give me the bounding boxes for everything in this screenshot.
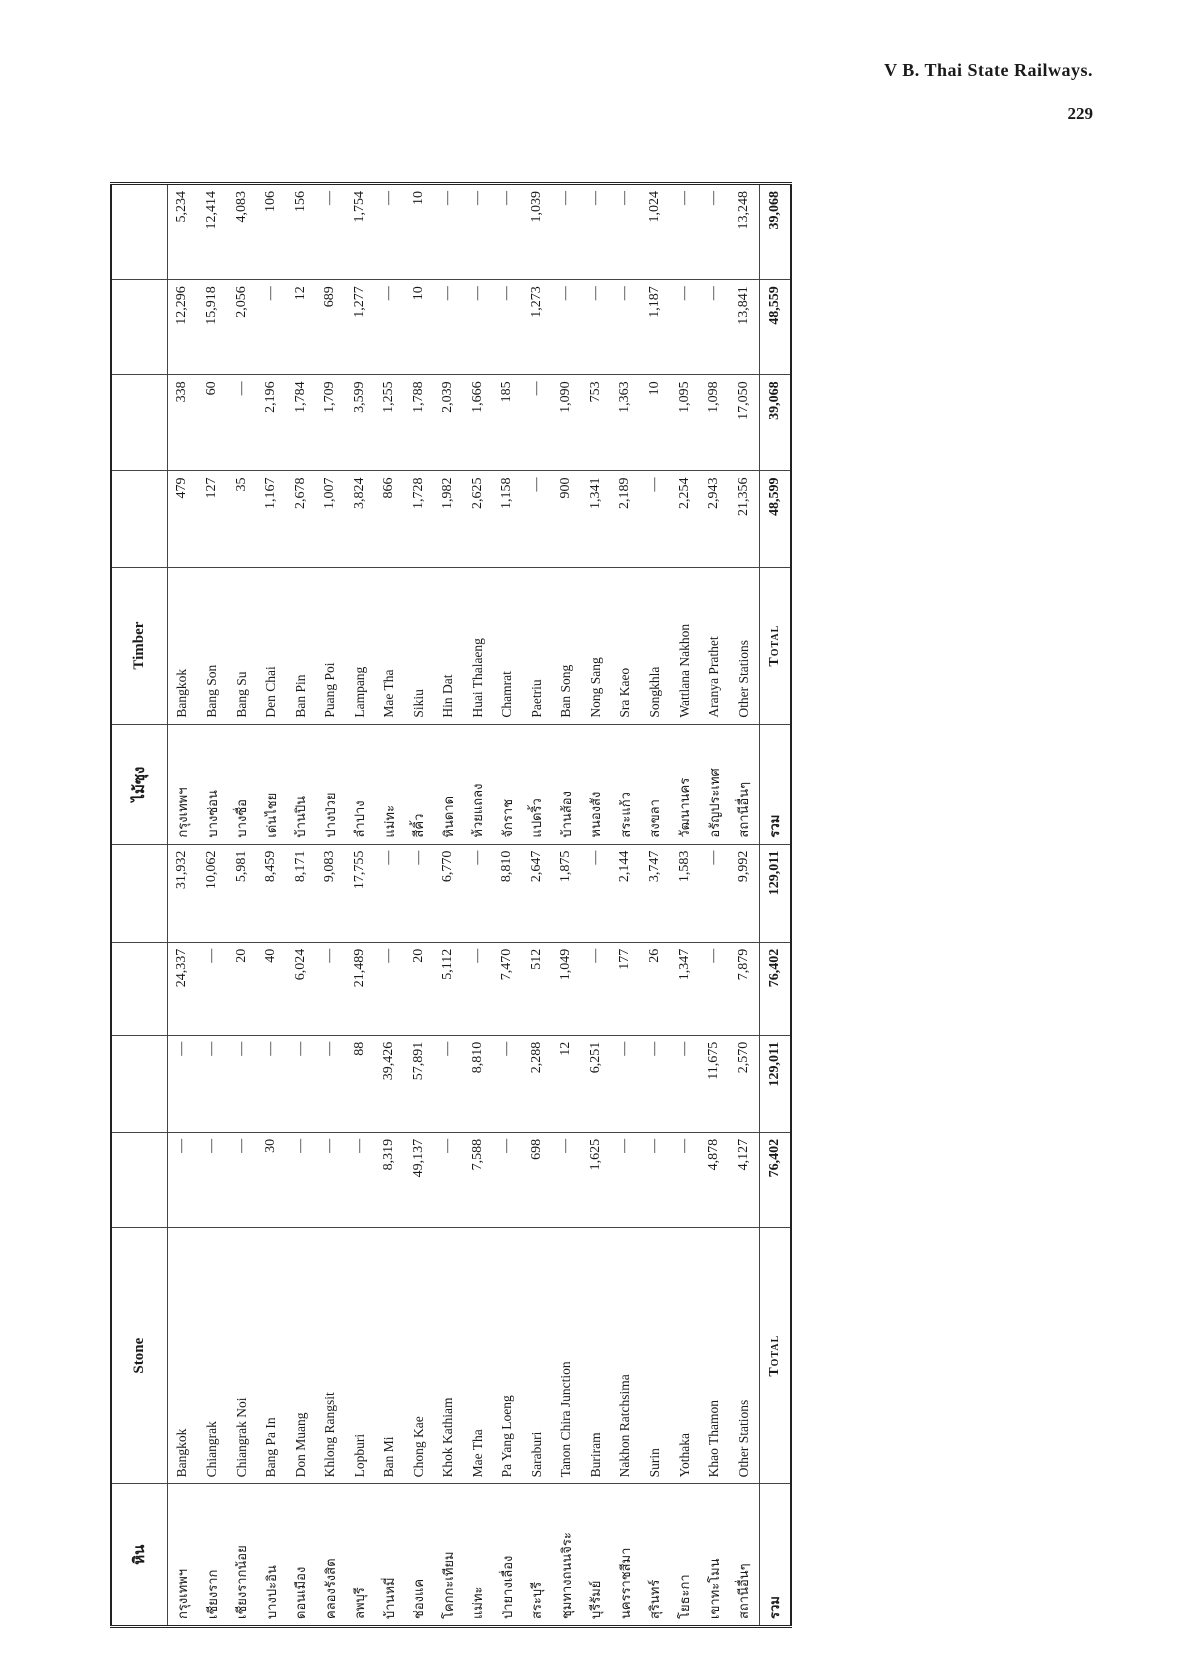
stone-value: 21,489 [345,942,375,1035]
rotated-table-container [110,182,792,1628]
timber-value: — [581,280,611,375]
stone-value: — [640,1035,670,1132]
timber-heading: Timber [111,567,167,724]
table-row [434,184,464,1627]
stone-value: — [699,942,729,1035]
stone-value: 1,049 [552,942,582,1035]
timber-value: 3,599 [345,375,375,471]
timber-value: 106 [263,191,279,212]
timber-value: — [440,191,456,205]
timber-station: Lampang [345,567,375,724]
timber-value: 1,187 [640,280,670,375]
stone-value: — [581,942,611,1035]
total-row [759,184,791,1627]
stone-value: 2,144 [611,844,641,942]
stone-value: 31,932 [167,844,197,942]
timber-station: Nong Sang [581,567,611,724]
timber-value: 10 [410,191,426,205]
timber-value: 35 [227,471,257,567]
timber-station: Bang Son [197,567,227,724]
timber-thai-station: บ้านส้อง [552,724,582,844]
table-row [699,184,729,1627]
stone-value: — [286,1132,316,1227]
stone-value: 4,878 [699,1132,729,1227]
stone-thai-station: สุรินทร์ [640,1484,670,1627]
timber-value: 10 [404,280,434,375]
timber-value: 5,234 [174,191,190,223]
timber-station: Ban Pin [286,567,316,724]
timber-thai-station: สงขลา [640,724,670,844]
timber-value: 4,083 [233,191,249,223]
stone-value: — [197,1132,227,1227]
timber-thai-station: จักราช [493,724,523,844]
stone-value: 6,251 [581,1035,611,1132]
stone-thai-station: เชียงรากน้อย [227,1484,257,1627]
timber-value: 1,167 [256,471,286,567]
timber-station: Den Chai [256,567,286,724]
timber-value: 2,196 [256,375,286,471]
timber-value: 127 [197,471,227,567]
stone-value: 49,137 [404,1132,434,1227]
timber-value: 60 [197,375,227,471]
stone-value: 26 [640,942,670,1035]
timber-value: — [587,191,603,205]
stone-value: 11,675 [699,1035,729,1132]
timber-thai-station: ลำปาง [345,724,375,844]
stone-value: 39,426 [374,1035,404,1132]
stone-thai-station: ป่ายางเลื่อง [493,1484,523,1627]
timber-value: 12,414 [204,191,220,230]
stone-value: — [345,1132,375,1227]
stone-station: Mae Tha [463,1228,493,1484]
stone-value: 177 [611,942,641,1035]
timber-station: Aranya Prathet [699,567,729,724]
timber-value: — [558,191,574,205]
timber-value: 17,050 [729,375,759,471]
timber-value: 3,824 [345,471,375,567]
stone-value: 76,402 [759,1132,791,1227]
stone-value: 24,337 [167,942,197,1035]
stone-value: 3,747 [640,844,670,942]
timber-thai-station: หินดาด [434,724,464,844]
stone-value: 698 [522,1132,552,1227]
stone-value: 6,770 [434,844,464,942]
table-row [256,184,286,1627]
stone-value: 2,570 [729,1035,759,1132]
timber-value: 13,841 [729,280,759,375]
stone-value: — [670,1132,700,1227]
stone-value: 1,583 [670,844,700,942]
timber-value: 2,189 [611,471,641,567]
timber-station: Sra Kaeo [611,567,641,724]
stone-value: — [167,1132,197,1227]
table-row [611,184,641,1627]
stone-value: 30 [256,1132,286,1227]
timber-value: 2,056 [227,280,257,375]
timber-value: 15,918 [197,280,227,375]
timber-value: — [322,191,338,205]
stone-thai-station: ชุมทางถนนจิระ [552,1484,582,1627]
stone-value: 17,755 [345,844,375,942]
stone-thai-station: ลพบุรี [345,1484,375,1627]
table-row [197,184,227,1627]
stone-value: 8,319 [374,1132,404,1227]
stone-thai-station: บางปะอิน [256,1484,286,1627]
timber-value: 1,039 [528,191,544,223]
stone-value: 8,171 [286,844,316,942]
timber-value: 156 [292,191,308,212]
stone-value: — [670,1035,700,1132]
stone-value: — [581,844,611,942]
stone-thai-station: แม่ทะ [463,1484,493,1627]
timber-value: 1,982 [434,471,464,567]
stone-value: — [197,1035,227,1132]
timber-value: 1,341 [581,471,611,567]
timber-thai-station: สถานีอื่นๆ [729,724,759,844]
timber-value: 1,090 [552,375,582,471]
timber-thai-station: ปางป่วย [315,724,345,844]
stone-value: 8,459 [256,844,286,942]
stone-station: Buriram [581,1228,611,1484]
timber-station: Ban Song [552,567,582,724]
timber-value: 2,943 [699,471,729,567]
timber-thai-station: หนองสัง [581,724,611,844]
stone-value: 1,625 [581,1132,611,1227]
stone-value: 20 [227,942,257,1035]
stone-thai-station: โคกกะเทียม [434,1484,464,1627]
stone-station: Chong Kae [404,1228,434,1484]
stone-value: 129,011 [759,1035,791,1132]
timber-station: Sikiu [404,567,434,724]
stone-value: 8,810 [493,844,523,942]
stone-thai-station: บุรีรัมย์ [581,1484,611,1627]
timber-value: 479 [167,471,197,567]
stone-station: Khao Thamon [699,1228,729,1484]
stone-station: Chiangrak Noi [227,1228,257,1484]
stone-value: 2,647 [522,844,552,942]
stone-station: Ban Mi [374,1228,404,1484]
stone-thai-station: เชียงราก [197,1484,227,1627]
table-row [640,184,670,1627]
stone-thai-station: ดอนเมือง [286,1484,316,1627]
timber-station: Other Stations [729,567,759,724]
timber-value: — [617,191,633,205]
stone-value: — [463,844,493,942]
timber-value: 1,784 [286,375,316,471]
table-row [404,184,434,1627]
timber-value: — [670,280,700,375]
running-header: V B. Thai State Railways. [884,60,1093,80]
timber-value: 1,007 [315,471,345,567]
timber-value: 1,095 [670,375,700,471]
stone-thai-station: บ้านหมี่ [374,1484,404,1627]
timber-value: 2,678 [286,471,316,567]
table-row [286,184,316,1627]
table-row [670,184,700,1627]
stone-value: 9,083 [315,844,345,942]
stone-value: — [197,942,227,1035]
timber-value: 1,754 [351,191,367,223]
timber-value: 1,255 [374,375,404,471]
timber-value: — [706,191,722,205]
stone-value: — [315,942,345,1035]
stone-value: 76,402 [759,942,791,1035]
stone-value: 1,347 [670,942,700,1035]
stone-station: Khlong Rangsit [315,1228,345,1484]
timber-value: — [499,191,515,205]
stone-station: Yothaka [670,1228,700,1484]
stone-station: Chiangrak [197,1228,227,1484]
timber-value: — [463,280,493,375]
timber-value: 1,098 [699,375,729,471]
timber-value: — [374,280,404,375]
stone-value: — [167,1035,197,1132]
stone-value: — [404,844,434,942]
stone-value: — [552,1132,582,1227]
timber-value: 866 [374,471,404,567]
stone-value: — [699,844,729,942]
timber-station: Wattlana Nakhon [670,567,700,724]
stone-value: 129,011 [759,844,791,942]
table-row [345,184,375,1627]
timber-thai-heading: ไม้ซุง [111,724,167,844]
table-row [315,184,345,1627]
stone-value: 88 [345,1035,375,1132]
timber-value: — [676,191,692,205]
stone-value: 6,024 [286,942,316,1035]
stone-station: Bang Pa In [256,1228,286,1484]
table-row [227,184,257,1627]
timber-station: Puang Poi [315,567,345,724]
timber-value: — [227,375,257,471]
stone-value: 1,875 [552,844,582,942]
stone-value: — [640,1132,670,1227]
stone-value: 512 [522,942,552,1035]
stone-value: 40 [256,942,286,1035]
stone-station: Surin [640,1228,670,1484]
timber-thai-station: ห้วยแถลง [463,724,493,844]
stone-station: Pa Yang Loeng [493,1228,523,1484]
timber-station: Huai Thalaeng [463,567,493,724]
stone-value: — [434,1035,464,1132]
table-row [167,184,197,1627]
stone-value: 5,981 [227,844,257,942]
stone-value: — [227,1132,257,1227]
stone-thai-station: โยธะกา [670,1484,700,1627]
timber-station: Bangkok [167,567,197,724]
timber-value: 185 [493,375,523,471]
timber-value: 1,158 [493,471,523,567]
timber-station: Bang Su [227,567,257,724]
timber-value: 12,296 [167,280,197,375]
stone-value: 7,879 [729,942,759,1035]
timber-value: — [493,280,523,375]
timber-station: Hin Dat [434,567,464,724]
timber-value: 39,068 [759,184,791,280]
timber-thai-station: วัฒนานคร [670,724,700,844]
stone-value: — [493,1035,523,1132]
timber-value: 753 [581,375,611,471]
timber-value: 13,248 [735,191,751,230]
timber-value: 1,709 [315,375,345,471]
stone-value: 10,062 [197,844,227,942]
timber-value: — [381,191,397,205]
timber-thai-station: บางซื่อ [227,724,257,844]
timber-value: 689 [315,280,345,375]
stone-thai-station: คลองรังสิต [315,1484,345,1627]
timber-value: 1,024 [646,191,662,223]
table-row [463,184,493,1627]
stone-value: 8,810 [463,1035,493,1132]
stone-thai-heading: หิน [111,1484,167,1627]
timber-station: Songkhla [640,567,670,724]
stone-value: — [493,1132,523,1227]
table-row [493,184,523,1627]
stone-value: 20 [404,942,434,1035]
timber-value: 48,559 [759,280,791,375]
stone-thai-station: กรุงเทพฯ [167,1484,197,1627]
timber-value: 39,068 [759,375,791,471]
timber-value: — [256,280,286,375]
stone-station: Bangkok [167,1228,197,1484]
timber-value: — [469,191,485,205]
stone-station: Tanon Chira Junction [552,1228,582,1484]
timber-value: 48,599 [759,471,791,567]
stone-value: — [463,942,493,1035]
timber-value: 10 [640,375,670,471]
stone-heading: Stone [111,1228,167,1484]
timber-value: 21,356 [729,471,759,567]
timber-value: 1,363 [611,375,641,471]
stone-value: 7,588 [463,1132,493,1227]
stone-value: 7,470 [493,942,523,1035]
stone-station: Don Muang [286,1228,316,1484]
timber-value: 12 [286,280,316,375]
timber-value: 1,728 [404,471,434,567]
timber-value: — [434,280,464,375]
stone-station: Lopburi [345,1228,375,1484]
stone-value: — [256,1035,286,1132]
table-body [167,184,791,1627]
stone-value: — [315,1035,345,1132]
stone-station: Other Stations [729,1228,759,1484]
timber-station: Chamrat [493,567,523,724]
stone-value: — [374,942,404,1035]
stone-thai-station: ช่องแค [404,1484,434,1627]
stone-value: 57,891 [404,1035,434,1132]
timber-value: — [640,471,670,567]
timber-thai-station: เด่นไชย [256,724,286,844]
stone-thai-station: เขาทะโมน [699,1484,729,1627]
table-row [374,184,404,1627]
timber-thai-station: แปดริ้ว [522,724,552,844]
timber-value: 338 [167,375,197,471]
timber-thai-station: บางซ่อน [197,724,227,844]
timber-thai-station: อรัญประเทศ [699,724,729,844]
stone-value: 12 [552,1035,582,1132]
stone-thai-station: สระบุรี [522,1484,552,1627]
stone-value: — [286,1035,316,1132]
stone-station: Saraburi [522,1228,552,1484]
timber-value: — [699,280,729,375]
table-row [522,184,552,1627]
timber-value: 1,273 [522,280,552,375]
timber-station: Total [759,567,791,724]
timber-value: 2,254 [670,471,700,567]
timber-value: — [522,471,552,567]
stone-value: — [315,1132,345,1227]
timber-thai-station: สระแก้ว [611,724,641,844]
timber-value: 2,039 [434,375,464,471]
stone-thai-station: นครราชสีมา [611,1484,641,1627]
timber-station: Paetriu [522,567,552,724]
stone-station: Total [759,1228,791,1484]
timber-thai-station: กรุงเทพฯ [167,724,197,844]
stone-value: — [227,1035,257,1132]
table-row [581,184,611,1627]
stone-station: Nakhon Ratchsima [611,1228,641,1484]
stone-thai-station: สถานีอื่นๆ [729,1484,759,1627]
timber-thai-station: บ้านปิน [286,724,316,844]
stone-thai-station: รวม [759,1484,791,1627]
stone-value: — [611,1132,641,1227]
timber-value: 900 [552,471,582,567]
stone-value: — [374,844,404,942]
stone-value: 9,992 [729,844,759,942]
freight-table [110,182,792,1628]
timber-value: 2,625 [463,471,493,567]
stone-value: — [611,1035,641,1132]
stone-station: Khok Kathiam [434,1228,464,1484]
timber-value: 1,666 [463,375,493,471]
table-row [552,184,582,1627]
timber-value: — [522,375,552,471]
table-header-row [111,184,167,1627]
timber-thai-station: สีคิ้ว [404,724,434,844]
timber-value: 1,277 [345,280,375,375]
timber-value: 1,788 [404,375,434,471]
timber-value: — [611,280,641,375]
timber-thai-station: แม่ทะ [374,724,404,844]
stone-value: — [434,1132,464,1227]
table-row [729,184,759,1627]
timber-value: — [552,280,582,375]
timber-thai-station: รวม [759,724,791,844]
stone-value: 2,288 [522,1035,552,1132]
stone-value: 4,127 [729,1132,759,1227]
page-number: 229 [1067,104,1093,123]
timber-station: Mae Tha [374,567,404,724]
stone-value: 5,112 [434,942,464,1035]
